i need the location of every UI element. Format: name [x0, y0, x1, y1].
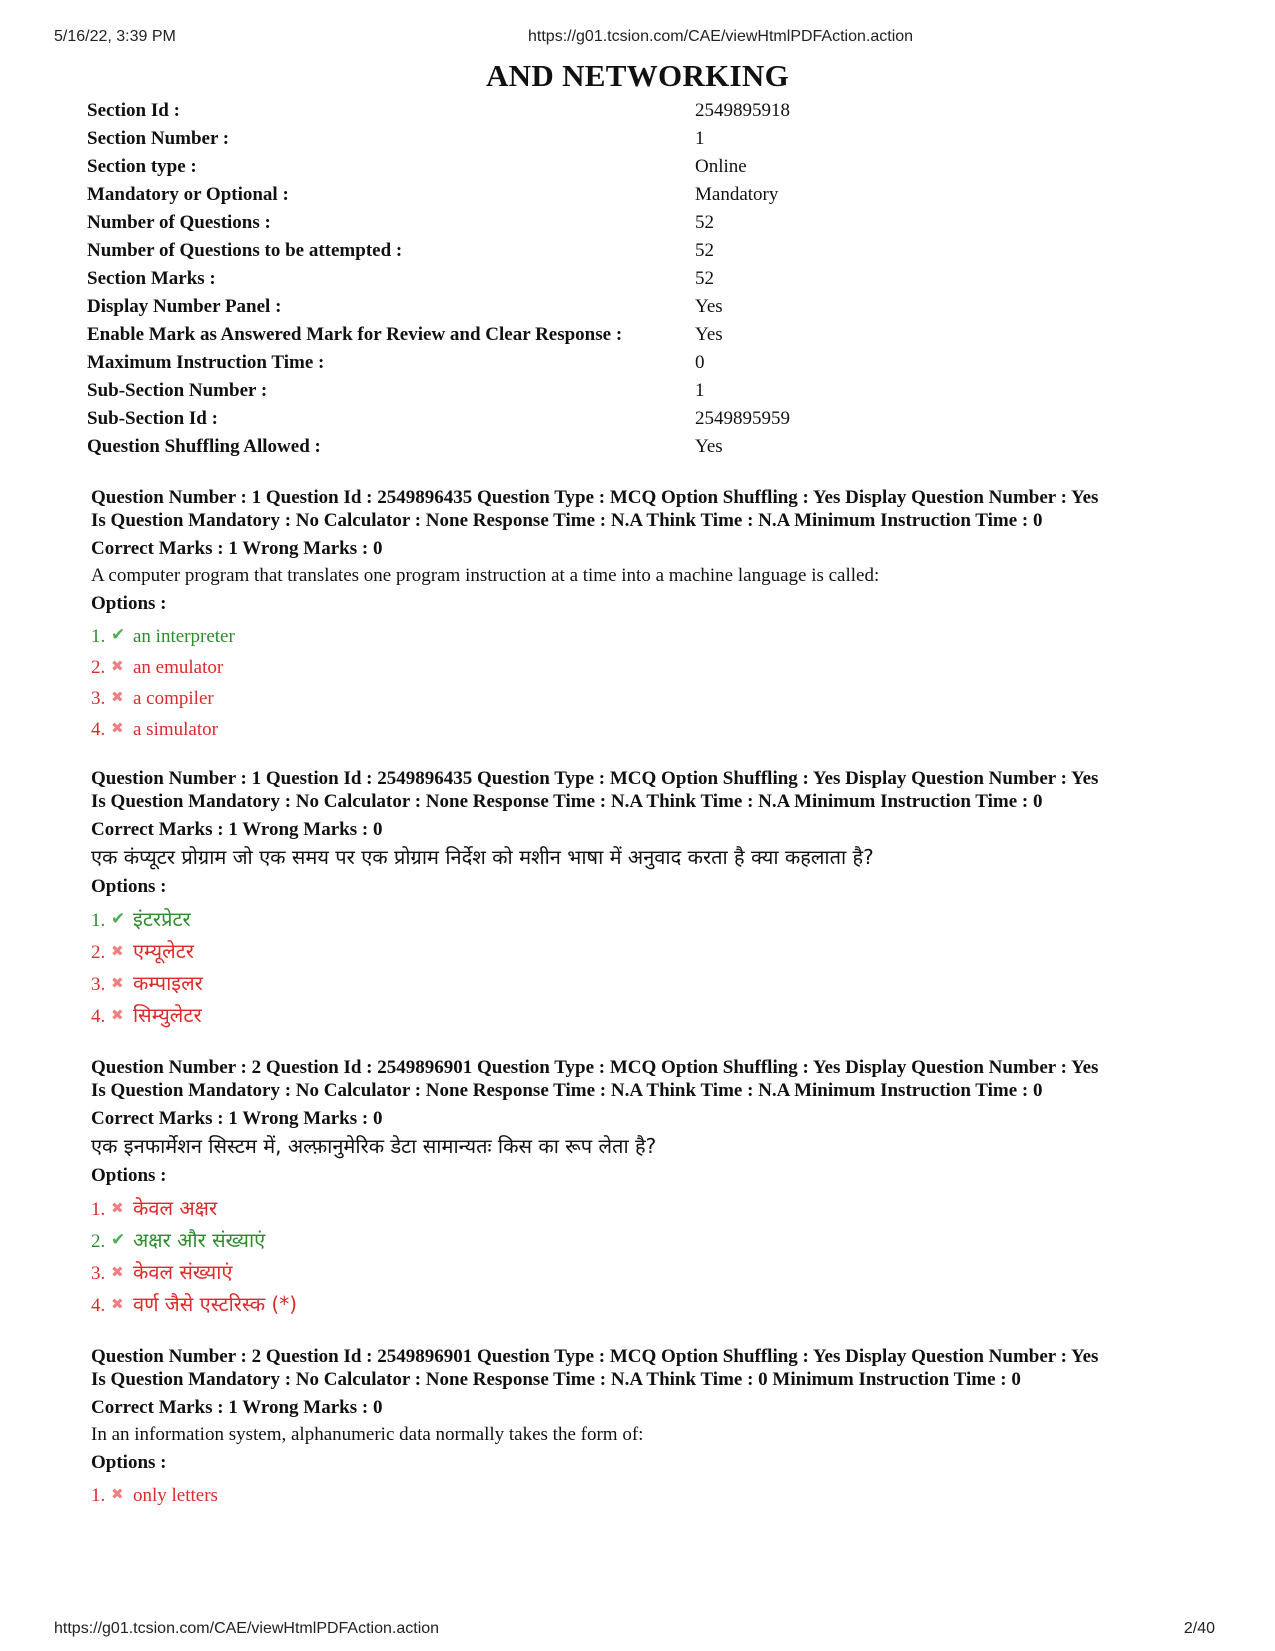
info-row	[87, 265, 1187, 293]
option-text: इंटरप्रेटर	[133, 907, 191, 931]
option-item	[91, 620, 1211, 651]
question-meta: Is Question Mandatory : No Calculator : None Response Time : N.A Think Time : N.A Minimum Instruction Time : 0	[91, 791, 1043, 812]
info-row	[87, 349, 1187, 377]
option-item	[91, 682, 1211, 713]
option-number: 1.	[91, 910, 106, 931]
info-value: Yes	[695, 324, 723, 345]
option-number: 1.	[91, 1199, 106, 1220]
info-row	[87, 153, 1187, 181]
option-number: 2.	[91, 942, 106, 963]
print-url: https://g01.tcsion.com/CAE/viewHtmlPDFAction.action	[528, 28, 914, 45]
question-meta: Question Number : 1 Question Id : 2549896435 Question Type : MCQ Option Shuffling : Yes Display Question Number : Yes	[91, 487, 1099, 508]
info-label: Section type :	[87, 156, 197, 177]
question-text: A computer program that translates one program instruction at a time into a machine language is called:	[91, 565, 880, 586]
question-meta: Is Question Mandatory : No Calculator : None Response Time : N.A Think Time : 0 Minimum Instruction Time : 0	[91, 1369, 1021, 1390]
cross-mark-icon: ✖	[111, 688, 124, 706]
info-label: Maximum Instruction Time :	[87, 352, 325, 373]
option-item	[91, 1192, 1211, 1224]
option-number: 1.	[91, 1485, 106, 1506]
question-block	[91, 767, 1211, 1031]
question-marks: Correct Marks : 1 Wrong Marks : 0	[91, 1397, 383, 1418]
info-label: Display Number Panel :	[87, 296, 282, 317]
question-text: एक इनफार्मेशन सिस्टम में, अल्फ़ानुमेरिक डेटा सामान्यतः किस का रूप लेता है?	[91, 1134, 657, 1158]
option-item	[91, 713, 1211, 744]
option-number: 4.	[91, 719, 106, 740]
options-list	[91, 1479, 1211, 1510]
info-value: 1	[695, 380, 705, 401]
option-item	[91, 1479, 1211, 1510]
page-number: 2/40	[1183, 1620, 1215, 1637]
info-label: Section Id :	[87, 100, 180, 121]
question-block	[91, 1056, 1211, 1320]
info-value: Online	[695, 156, 747, 177]
check-mark-icon: ✔	[111, 909, 126, 929]
option-text: अक्षर और संख्याएं	[133, 1228, 266, 1252]
question-text: एक कंप्यूटर प्रोग्राम जो एक समय पर एक प्रोग्राम निर्देश को मशीन भाषा में अनुवाद करता है क्या कहलाता है?	[91, 845, 874, 869]
option-number: 4.	[91, 1295, 106, 1316]
option-item	[91, 651, 1211, 682]
section-info-table	[87, 97, 1187, 461]
check-mark-icon: ✔	[111, 625, 126, 645]
option-item	[91, 935, 1211, 967]
info-row	[87, 405, 1187, 433]
option-number: 2.	[91, 657, 106, 678]
cross-mark-icon: ✖	[111, 942, 124, 960]
info-label: Sub-Section Number :	[87, 380, 268, 401]
option-text: कम्पाइलर	[133, 971, 203, 995]
options-list	[91, 903, 1211, 1031]
cross-mark-icon: ✖	[111, 657, 124, 675]
option-text: एम्यूलेटर	[133, 939, 194, 963]
option-number: 4.	[91, 1006, 106, 1027]
print-footer	[0, 1620, 1275, 1640]
question-meta: Is Question Mandatory : No Calculator : None Response Time : N.A Think Time : N.A Minimum Instruction Time : 0	[91, 510, 1043, 531]
options-label: Options :	[91, 876, 167, 897]
info-row	[87, 377, 1187, 405]
options-label: Options :	[91, 1452, 167, 1473]
info-label: Section Marks :	[87, 268, 216, 289]
option-text: an emulator	[133, 657, 224, 678]
cross-mark-icon: ✖	[111, 1485, 124, 1503]
info-row	[87, 97, 1187, 125]
option-item	[91, 1288, 1211, 1320]
option-item	[91, 967, 1211, 999]
option-number: 1.	[91, 626, 106, 647]
info-row	[87, 293, 1187, 321]
info-label: Mandatory or Optional :	[87, 184, 289, 205]
options-list	[91, 620, 1211, 744]
info-value: 2549895959	[695, 408, 790, 429]
option-text: a simulator	[133, 719, 218, 740]
info-row	[87, 433, 1187, 461]
print-header	[0, 28, 1275, 48]
info-value: 0	[695, 352, 705, 373]
option-text: a compiler	[133, 688, 214, 709]
info-value: 52	[695, 212, 714, 233]
option-text: वर्ण जैसे एस्टरिस्क (*)	[133, 1292, 298, 1316]
info-value: 2549895918	[695, 100, 790, 121]
question-marks: Correct Marks : 1 Wrong Marks : 0	[91, 1108, 383, 1129]
info-value: Yes	[695, 296, 723, 317]
question-text: In an information system, alphanumeric data normally takes the form of:	[91, 1424, 644, 1445]
question-meta: Is Question Mandatory : No Calculator : None Response Time : N.A Think Time : N.A Minimum Instruction Time : 0	[91, 1080, 1043, 1101]
option-number: 3.	[91, 1263, 106, 1284]
info-row	[87, 209, 1187, 237]
info-label: Number of Questions :	[87, 212, 271, 233]
option-item	[91, 1224, 1211, 1256]
option-text: an interpreter	[133, 626, 235, 647]
info-label: Sub-Section Id :	[87, 408, 218, 429]
cross-mark-icon: ✖	[111, 1295, 124, 1313]
option-text: केवल संख्याएं	[133, 1260, 233, 1284]
info-label: Section Number :	[87, 128, 230, 149]
question-marks: Correct Marks : 1 Wrong Marks : 0	[91, 538, 383, 559]
info-value: Mandatory	[695, 184, 779, 205]
options-label: Options :	[91, 1165, 167, 1186]
cross-mark-icon: ✖	[111, 1263, 124, 1281]
option-number: 2.	[91, 1231, 106, 1252]
page-title: AND NETWORKING	[485, 58, 790, 93]
options-label: Options :	[91, 593, 167, 614]
cross-mark-icon: ✖	[111, 974, 124, 992]
options-list	[91, 1192, 1211, 1320]
question-block	[91, 486, 1211, 744]
footer-url: https://g01.tcsion.com/CAE/viewHtmlPDFAction.action	[54, 1620, 440, 1637]
option-item	[91, 903, 1211, 935]
option-text: only letters	[133, 1485, 218, 1506]
option-item	[91, 999, 1211, 1031]
cross-mark-icon: ✖	[111, 1199, 124, 1217]
cross-mark-icon: ✖	[111, 719, 124, 737]
cross-mark-icon: ✖	[111, 1006, 124, 1024]
option-text: सिम्युलेटर	[133, 1003, 202, 1027]
question-marks: Correct Marks : 1 Wrong Marks : 0	[91, 819, 383, 840]
info-row	[87, 125, 1187, 153]
option-item	[91, 1256, 1211, 1288]
option-number: 3.	[91, 688, 106, 709]
info-label: Question Shuffling Allowed :	[87, 436, 321, 457]
info-label: Number of Questions to be attempted :	[87, 240, 403, 261]
info-value: 52	[695, 240, 714, 261]
info-row	[87, 237, 1187, 265]
question-meta: Question Number : 2 Question Id : 2549896901 Question Type : MCQ Option Shuffling : Yes Display Question Number : Yes	[91, 1346, 1099, 1367]
check-mark-icon: ✔	[111, 1230, 126, 1250]
info-value: 52	[695, 268, 714, 289]
info-row	[87, 321, 1187, 349]
info-row	[87, 181, 1187, 209]
question-meta: Question Number : 1 Question Id : 2549896435 Question Type : MCQ Option Shuffling : Yes Display Question Number : Yes	[91, 768, 1099, 789]
question-block	[91, 1345, 1211, 1510]
info-label: Enable Mark as Answered Mark for Review and Clear Response :	[87, 324, 623, 345]
question-meta: Question Number : 2 Question Id : 2549896901 Question Type : MCQ Option Shuffling : Yes Display Question Number : Yes	[91, 1057, 1099, 1078]
option-text: केवल अक्षर	[133, 1196, 218, 1220]
option-number: 3.	[91, 974, 106, 995]
print-datetime: 5/16/22, 3:39 PM	[54, 28, 176, 45]
info-value: Yes	[695, 436, 723, 457]
info-value: 1	[695, 128, 705, 149]
